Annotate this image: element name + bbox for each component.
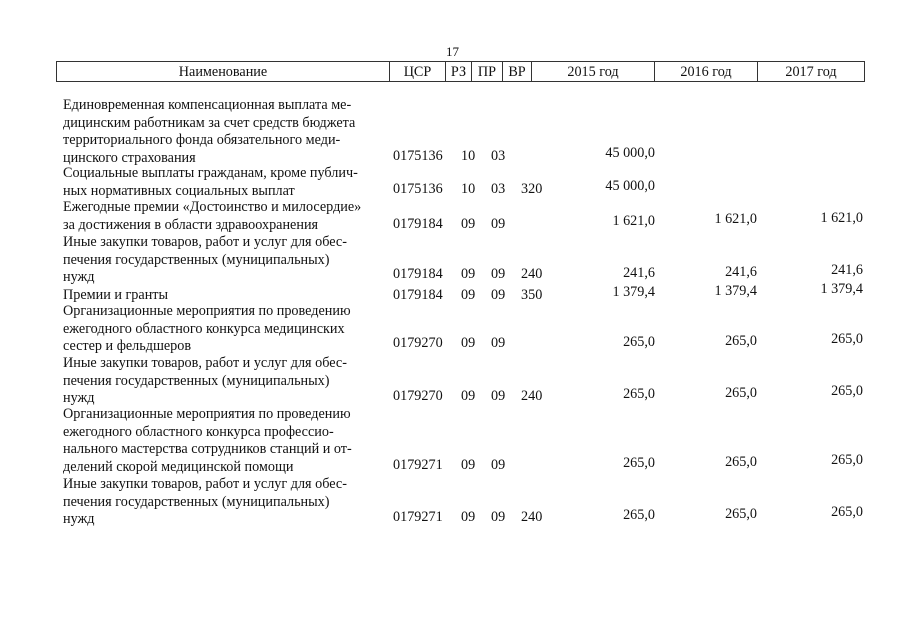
row-vr: 350: [521, 287, 543, 303]
header-name: Наименование: [57, 62, 390, 81]
row-rz: 09: [461, 216, 476, 232]
row-rz: 09: [461, 457, 476, 473]
row-csr: 0179184: [393, 216, 443, 232]
row-2016: 265,0: [725, 454, 757, 470]
row-csr: 0179184: [393, 266, 443, 282]
row-2017: 241,6: [831, 262, 863, 278]
row-2017: 265,0: [831, 383, 863, 399]
row-rz: 10: [461, 148, 476, 164]
header-pr: ПР: [472, 62, 503, 81]
row-pr: 09: [491, 216, 506, 232]
row-2016: 1 621,0: [714, 211, 757, 227]
row-2016: 265,0: [725, 385, 757, 401]
row-pr: 09: [491, 287, 506, 303]
row-2015: 1 621,0: [612, 213, 655, 229]
row-vr: 240: [521, 266, 543, 282]
row-rz: 09: [461, 509, 476, 525]
row-rz: 09: [461, 388, 476, 404]
row-pr: 03: [491, 148, 506, 164]
row-vr: 240: [521, 509, 543, 525]
row-name: Премии и гранты: [63, 287, 169, 303]
row-csr: 0179271: [393, 509, 443, 525]
row-2016: 265,0: [725, 506, 757, 522]
row-csr: 0179271: [393, 457, 443, 473]
row-2017: 265,0: [831, 331, 863, 347]
row-csr: 0175136: [393, 181, 443, 197]
row-pr: 09: [491, 388, 506, 404]
row-rz: 09: [461, 335, 476, 351]
row-csr: 0179270: [393, 335, 443, 351]
row-name: Иные закупки товаров, работ и услуг для обес- печения государственных (муниципальных) нужд: [63, 355, 347, 406]
page-number: 17: [446, 44, 459, 59]
row-csr: 0179184: [393, 287, 443, 303]
row-2017: 265,0: [831, 452, 863, 468]
row-name: Ежегодные премии «Достоинство и милосердие» за достижения в области здравоохранения: [63, 199, 362, 233]
header-2017: 2017 год: [785, 64, 837, 80]
row-pr: 09: [491, 335, 506, 351]
row-vr: 320: [521, 181, 543, 197]
header-2015: 2015 год: [532, 62, 655, 81]
row-pr: 03: [491, 181, 506, 197]
table-header: [56, 61, 865, 82]
row-2015: 241,6: [623, 265, 655, 281]
row-2015: 45 000,0: [605, 145, 655, 161]
row-name: Единовременная компенсационная выплата ме- дицинским работникам за счет средств бюджета территориального фонда обязательного меди- цинского страхования: [63, 97, 356, 166]
row-2016: 265,0: [725, 333, 757, 349]
row-name: Иные закупки товаров, работ и услуг для обес- печения государственных (муниципальных) нужд: [63, 476, 347, 527]
row-name: Социальные выплаты гражданам, кроме публич- ных нормативных социальных выплат: [63, 165, 358, 199]
row-2016: 241,6: [725, 264, 757, 280]
row-csr: 0179270: [393, 388, 443, 404]
row-2015: 1 379,4: [612, 284, 655, 300]
row-2015: 265,0: [623, 334, 655, 350]
row-name: Организационные мероприятия по проведению ежегодного областного конкурса медицинских сестер и фельдшеров: [63, 303, 351, 354]
header-vr: ВР: [503, 62, 532, 81]
row-2017: 1 621,0: [820, 210, 863, 226]
header-csr: ЦСР: [390, 62, 446, 81]
row-rz: 09: [461, 266, 476, 282]
row-2015: 265,0: [623, 507, 655, 523]
header-2016: 2016 год: [655, 62, 758, 81]
row-rz: 09: [461, 287, 476, 303]
row-name: Организационные мероприятия по проведению ежегодного областного конкурса профессио- нального мастерства сотрудников станций и от- делений скорой медицинской помощи: [63, 406, 352, 475]
row-2017: 1 379,4: [820, 281, 863, 297]
header-rz: РЗ: [446, 62, 472, 81]
row-vr: 240: [521, 388, 543, 404]
row-2016: 1 379,4: [714, 283, 757, 299]
row-2017: 265,0: [831, 504, 863, 520]
row-pr: 09: [491, 509, 506, 525]
row-csr: 0175136: [393, 148, 443, 164]
row-2015: 265,0: [623, 455, 655, 471]
row-pr: 09: [491, 457, 506, 473]
row-2015: 265,0: [623, 386, 655, 402]
row-rz: 10: [461, 181, 476, 197]
row-pr: 09: [491, 266, 506, 282]
row-name: Иные закупки товаров, работ и услуг для обес- печения государственных (муниципальных) нужд: [63, 234, 347, 285]
row-2015: 45 000,0: [605, 178, 655, 194]
